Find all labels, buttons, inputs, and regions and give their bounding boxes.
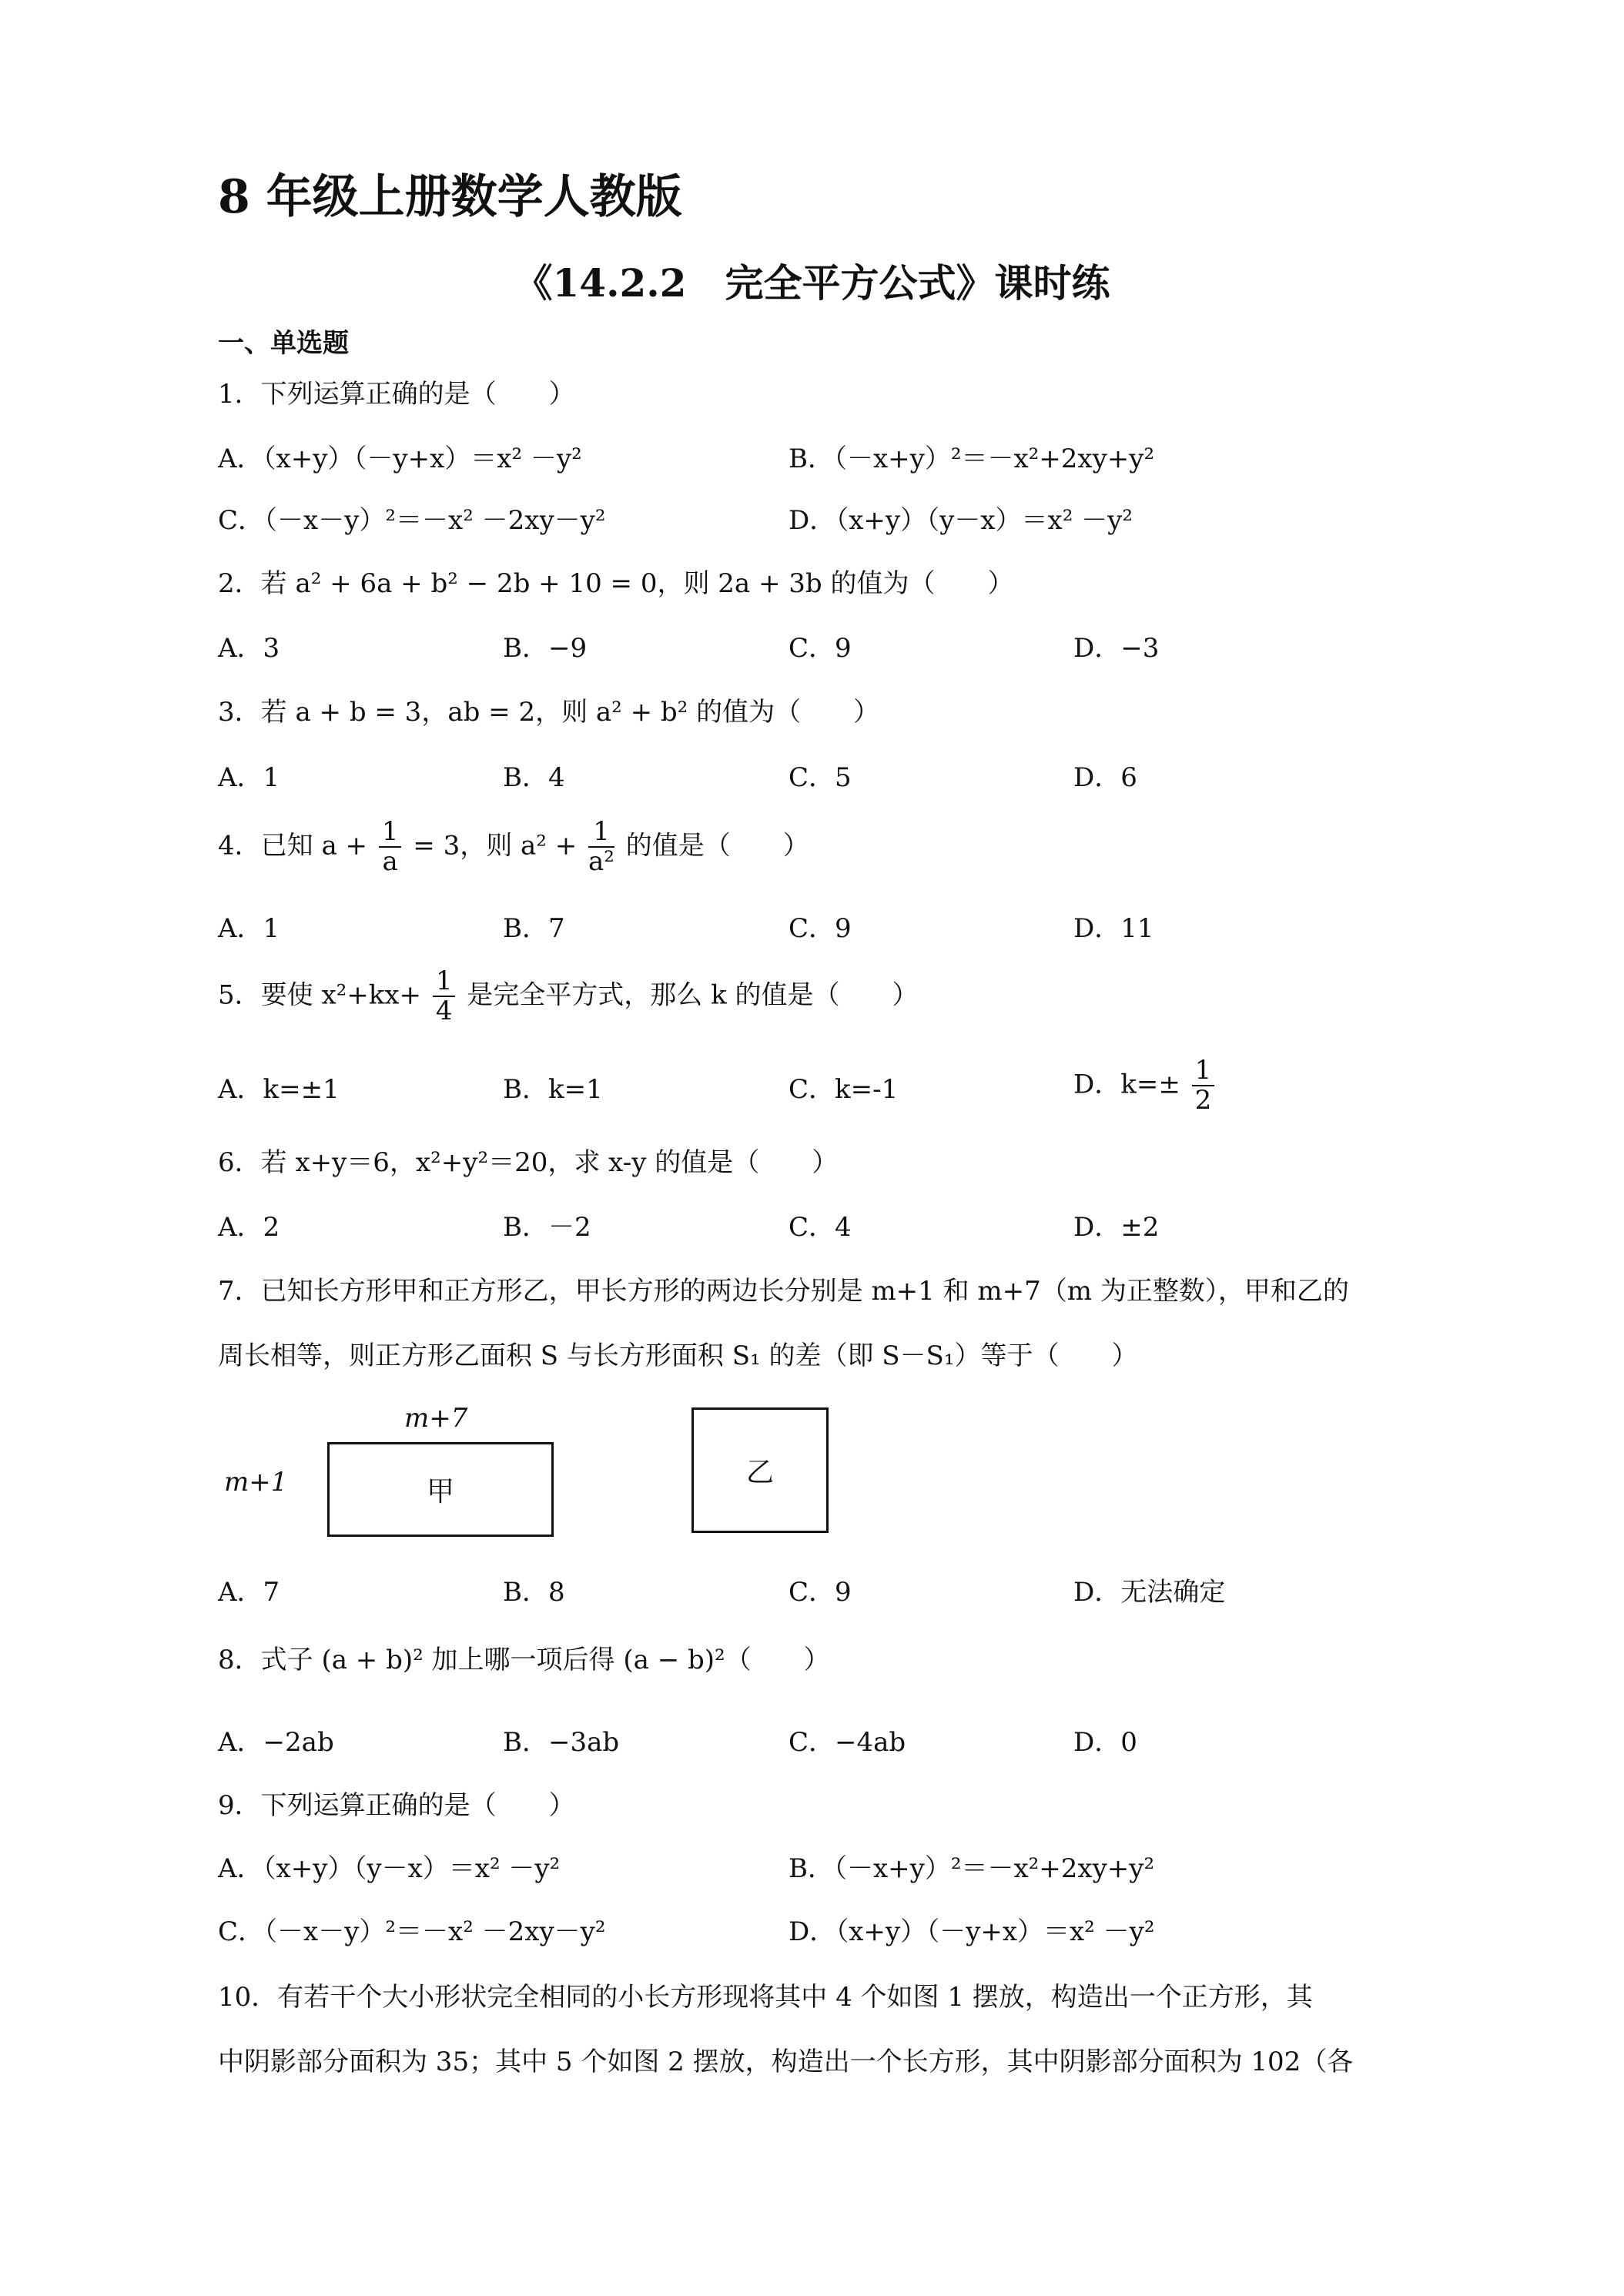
q10-line-2: 中阴影部分面积为 35；其中 5 个如图 2 摆放，构造出一个长方形，其中阴影部分面积为 102（各 [218,2047,1354,2077]
q4-fraction-2 [588,818,614,877]
q4-suffix: 的值是（ ） [625,830,809,862]
q6-option-a: A．2 [218,1212,280,1243]
q4-frac2-denominator: a² [588,846,614,878]
q9-option-b: B．（－x+y）²＝－x²+2xy+y² [789,1853,1155,1884]
q3-option-d: D．6 [1073,762,1137,793]
q2-option-b: B．−9 [503,633,588,664]
q4-frac1-numerator: 1 [379,818,402,848]
q6-option-d: D．±2 [1073,1212,1160,1243]
fig-label-m-plus-1: m+1 [224,1467,288,1498]
section-heading: 一、单选题 [218,328,349,359]
q1-option-a: A．（x+y）（－y+x）＝x² －y² [218,443,582,474]
q9-option-a: A．（x+y）（y－x）＝x² －y² [218,1853,561,1884]
q5-option-d-prefix: D．k=± [1073,1069,1180,1100]
q9-stem: 9．下列运算正确的是（ ） [218,1790,575,1821]
q3-option-c: C．5 [789,762,852,793]
rectangle-jia [327,1442,554,1537]
q5-frac-numerator: 1 [433,967,456,997]
q5-frac-denominator: 4 [435,996,453,1027]
q3-option-a: A．1 [218,762,280,793]
fig-label-m-plus-7: m+7 [404,1403,468,1434]
q7-line-2: 周长相等，则正方形乙面积 S 与长方形面积 S₁ 的差（即 S－S₁）等于（ ） [218,1340,1138,1371]
square-yi-label: 乙 [745,1457,774,1488]
q8-option-c: C．−4ab [789,1727,906,1758]
q4-mid: = 3，则 a² + [413,830,578,862]
q6-stem: 6．若 x+y＝6，x²+y²＝20，求 x-y 的值是（ ） [218,1147,839,1178]
q7-option-a: A．7 [218,1577,280,1608]
q8-option-a: A．−2ab [218,1727,334,1758]
q5-stem [218,967,918,1026]
q6-option-b: B．－2 [503,1212,591,1243]
page-title: 8 年级上册数学人教版 [218,170,682,224]
q2-option-a: A．3 [218,633,280,664]
q5-d-numerator: 1 [1192,1056,1215,1086]
q6-option-c: C．4 [789,1212,852,1243]
q1-stem: 1．下列运算正确的是（ ） [218,379,575,410]
q4-option-d: D．11 [1073,913,1154,944]
q5-d-denominator: 2 [1194,1085,1212,1116]
square-yi [691,1407,829,1533]
q5-option-d [1073,1056,1217,1116]
q2-stem: 2．若 a² + 6a + b² − 2b + 10 = 0，则 2a + 3b 的值为（ ） [218,568,1014,599]
q8-stem: 8．式子 (a + b)² 加上哪一项后得 (a − b)²（ ） [218,1645,830,1675]
q5-option-b: B．k=1 [503,1074,603,1105]
q5-option-a: A．k=±1 [218,1074,340,1105]
q4-frac2-numerator: 1 [588,818,614,848]
q4-option-a: A．1 [218,913,280,944]
q4-prefix: 4．已知 a + [218,830,368,862]
page-subtitle: 《14.2.2 完全平方公式》课时练 [514,260,1110,306]
q5-option-c: C．k=-1 [789,1074,899,1105]
q9-option-c: C．（－x－y）²＝－x² －2xy－y² [218,1916,606,1947]
rectangle-jia-label: 甲 [426,1476,454,1508]
q5-suffix: 是完全平方式，那么 k 的值是（ ） [467,979,919,1011]
q7-option-c: C．9 [789,1577,852,1608]
q7-line-1: 7．已知长方形甲和正方形乙，甲长方形的两边长分别是 m+1 和 m+7（m 为正整数），甲和乙的 [218,1276,1349,1307]
q4-frac1-denominator: a [382,846,398,878]
q1-option-c: C．（－x－y）²＝－x² －2xy－y² [218,505,606,536]
q4-stem [218,818,809,877]
q10-line-1: 10．有若干个大小形状完全相同的小长方形现将其中 4 个如图 1 摆放，构造出一个正方形，其 [218,1982,1313,2013]
q1-option-b: B．（－x+y）²＝－x²+2xy+y² [789,443,1155,474]
q5-fraction [433,967,456,1026]
q3-stem: 3．若 a + b = 3，ab = 2，则 a² + b² 的值为（ ） [218,697,880,728]
q7-option-b: B．8 [503,1577,565,1608]
q4-fraction-1 [379,818,402,877]
q4-option-c: C．9 [789,913,852,944]
q5-option-d-fraction [1192,1056,1215,1116]
q4-option-b: B．7 [503,913,565,944]
q7-option-d: D．无法确定 [1073,1577,1226,1608]
q2-option-c: C．9 [789,633,852,664]
q9-option-d: D．（x+y）（－y+x）＝x² －y² [789,1916,1155,1947]
q3-option-b: B．4 [503,762,565,793]
q2-option-d: D．−3 [1073,633,1160,664]
q8-option-d: D．0 [1073,1727,1137,1758]
q8-option-b: B．−3ab [503,1727,620,1758]
q5-prefix: 5．要使 x²+kx+ [218,979,421,1011]
q1-option-d: D．（x+y）（y－x）＝x² －y² [789,505,1133,536]
